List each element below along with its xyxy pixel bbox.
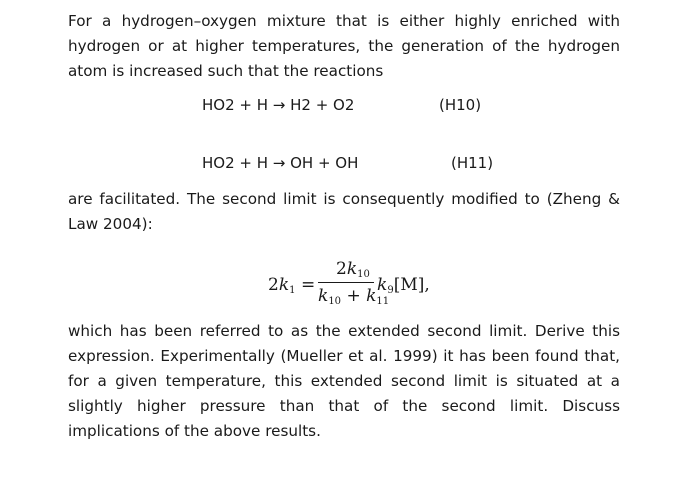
reaction-h10-label: (H10) [439,96,482,114]
second-limit-paragraph [68,187,620,237]
intro-paragraph [68,9,620,84]
text-line: for a given temperature, this extended second limit is situated at a [68,372,620,390]
fraction-bar [318,282,374,283]
reaction-h11-label: (H11) [451,154,494,172]
text-line: For a hydrogen–oxygen mixture that is either highly enriched with [68,12,620,30]
reaction-h11-equation: HO2 + H → OH + OH [202,154,359,172]
text-line: are facilitated. The second limit is consequently modified to (Zheng & [68,190,620,208]
text-line: implications of the above results. [68,422,321,440]
equation-lhs: $2k_1$ [268,275,296,296]
equals-sign: = [301,275,316,295]
reaction-h10-equation: HO2 + H → H2 + O2 [202,96,355,114]
equation-tail: $k_9[M]$, [377,275,430,296]
text-line: atom is increased such that the reactions [68,62,384,80]
text-line: hydrogen or at higher temperatures, the generation of the hydrogen [68,37,620,55]
text-line: which has been referred to as the extended second limit. Derive this [68,322,620,340]
extended-limit-paragraph [68,319,620,444]
fraction-denominator: $k_{10} + k_{11}$ [318,286,390,307]
text-line: expression. Experimentally (Mueller et al. 1999) it has been found that, [68,347,620,365]
text-line: slightly higher pressure than that of the second limit. Discuss [68,397,620,415]
text-line: Law 2004): [68,215,153,233]
fraction-numerator: $2k_{10}$ [336,259,370,280]
